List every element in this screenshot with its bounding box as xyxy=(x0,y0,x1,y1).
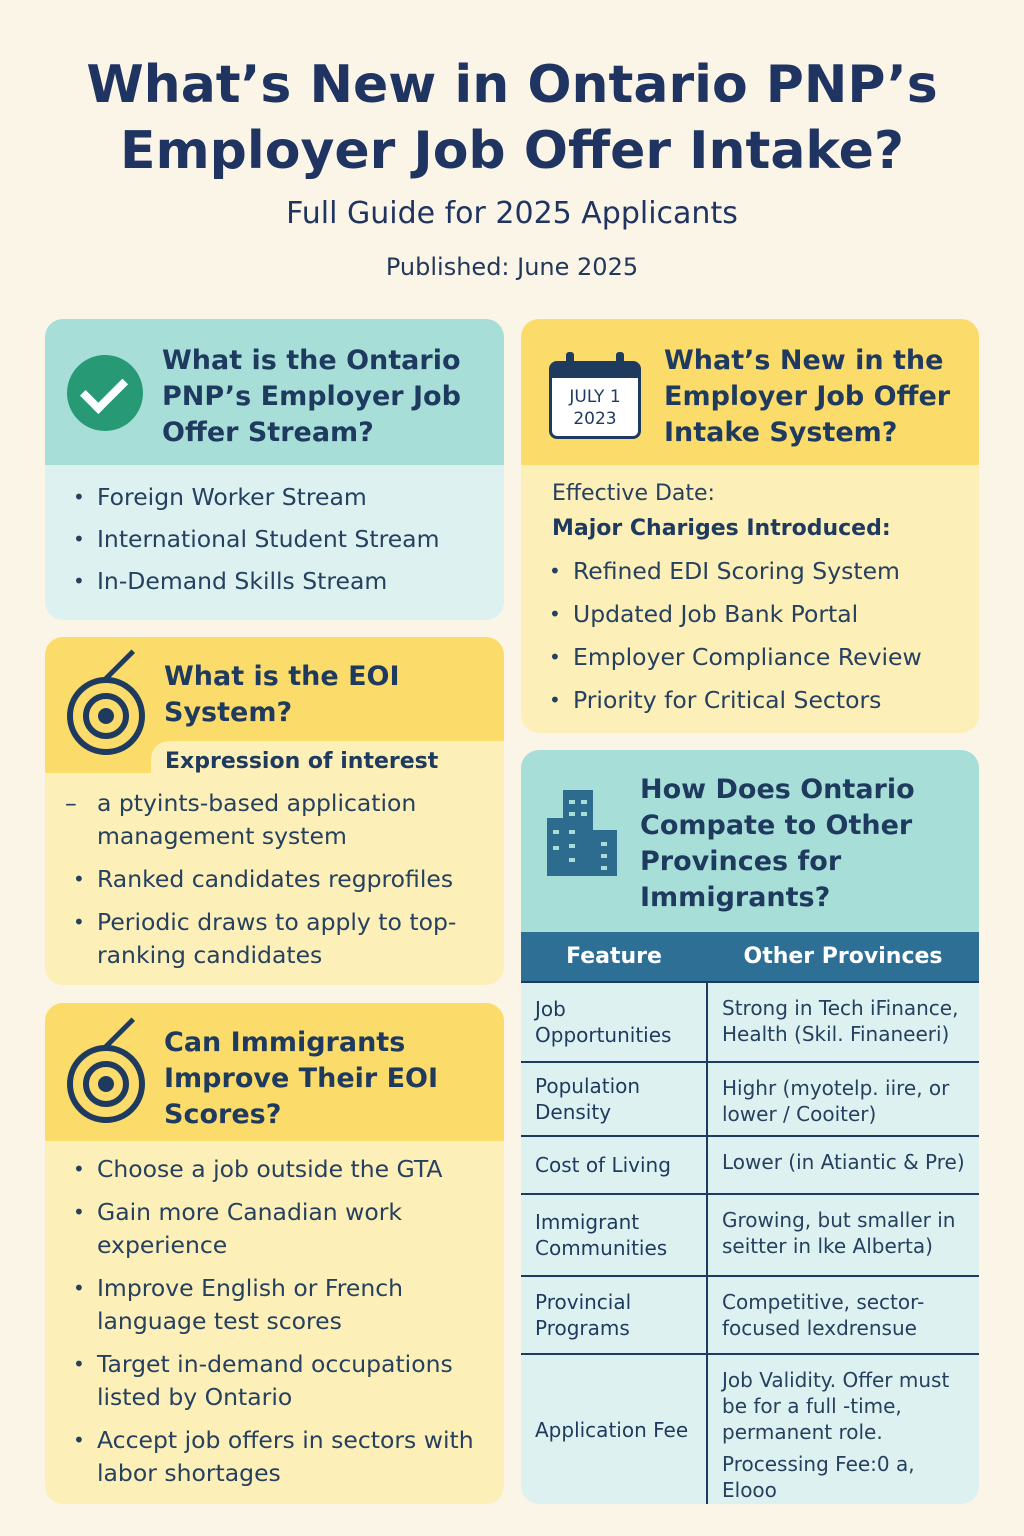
feature-cell: Provincial Programs xyxy=(521,1276,707,1354)
page-header xyxy=(0,52,1024,281)
list-item: • Updated Job Bank Portal xyxy=(521,598,979,631)
title-line-1: What’s New in Ontario PNP’s xyxy=(86,55,938,115)
table-row xyxy=(521,982,979,1062)
improve-list xyxy=(45,1141,504,1490)
feature-cell: Application Fee xyxy=(521,1354,707,1504)
other-cell: Lower (in Atiantic & Pre) xyxy=(707,1136,979,1194)
definition-text: a ptyints-based application management system xyxy=(97,789,417,850)
list-item: • Periodic draws to apply to top-ranking candidates xyxy=(45,906,504,972)
arrow-icon xyxy=(103,649,135,681)
other-cell-text: Job Validity. Offer must be for a full -time, permanent role. xyxy=(722,1368,950,1444)
list-item: • Foreign Worker Stream xyxy=(45,481,504,514)
list-item: • Employer Compliance Review xyxy=(521,641,979,674)
other-cell: Highr (myotelp. iire, or lower / Cooiter) xyxy=(707,1062,979,1136)
list-item: • Choose a job outside the GTA xyxy=(45,1153,504,1186)
changes-list xyxy=(521,555,979,727)
whats-new-card-title: What’s New in the Employer Job Offer Intake System? xyxy=(664,345,951,448)
eoi-card-title: What is the EOI System? xyxy=(164,661,400,728)
table-row xyxy=(521,1062,979,1136)
list-item: • Ranked candidates regprofiles xyxy=(45,863,504,896)
calendar-year: 2023 xyxy=(573,409,617,429)
title-line-2: Employer Job Offer Intake? xyxy=(119,121,905,181)
comparison-table xyxy=(521,932,979,1504)
stream-card xyxy=(45,319,504,620)
table-row xyxy=(521,1354,979,1504)
table-header-row xyxy=(521,932,979,982)
feature-cell: Immigrant Communities xyxy=(521,1194,707,1276)
list-item: • Accept job offers in sectors with labor shortages xyxy=(45,1424,504,1490)
major-changes-label: Major Chariges Introduced: xyxy=(552,516,891,541)
effective-date-label: Effective Date: xyxy=(552,481,715,506)
calendar-icon xyxy=(549,361,641,439)
column-header-feature: Feature xyxy=(521,932,707,982)
page-subtitle: Full Guide for 2025 Applicants xyxy=(286,196,738,231)
arrow-icon xyxy=(103,1017,135,1049)
other-cell-extra: Processing Fee:0 a, Elooo xyxy=(722,1452,915,1502)
feature-cell: Cost of Living xyxy=(521,1136,707,1194)
checkmark-icon xyxy=(67,355,143,431)
eoi-subheading: Expression of interest xyxy=(165,749,439,774)
list-item: • Improve English or French language test scores xyxy=(45,1272,504,1338)
compare-card-header xyxy=(521,750,979,932)
calendar-month-day: JULY 1 xyxy=(569,387,621,407)
other-cell: Strong in Tech iFinance, Health (Skil. Finaneeri) xyxy=(707,982,979,1062)
table-row xyxy=(521,1194,979,1276)
list-item: • In-Demand Skills Stream xyxy=(45,565,504,598)
whats-new-card-header xyxy=(521,319,979,465)
column-header-other: Other Provinces xyxy=(707,932,979,982)
table-row xyxy=(521,1136,979,1194)
feature-cell: Population Density xyxy=(521,1062,707,1136)
page-title xyxy=(0,52,1024,184)
list-item: • Refined EDI Scoring System xyxy=(521,555,979,588)
compare-card-title: How Does Ontario Compate to Other Provinces for Immigrants? xyxy=(640,774,915,913)
eoi-definition xyxy=(65,787,485,853)
list-item: • International Student Stream xyxy=(45,523,504,556)
list-item: • Gain more Canadian work experience xyxy=(45,1196,504,1262)
target-icon xyxy=(67,677,145,755)
improve-card xyxy=(45,1003,504,1504)
published-date: Published: June 2025 xyxy=(385,253,639,281)
stream-card-title: What is the Ontario PNP’s Employer Job Offer Stream? xyxy=(162,345,461,448)
eoi-list xyxy=(45,863,504,982)
list-item: • Target in-demand occupations listed by Ontario xyxy=(45,1348,504,1414)
whats-new-card xyxy=(521,319,979,733)
feature-cell: Job Opportunities xyxy=(521,982,707,1062)
stream-card-header xyxy=(45,319,504,465)
other-cell: Growing, but smaller in seitter in lke Alberta) xyxy=(707,1194,979,1276)
compare-card xyxy=(521,750,979,1504)
definition-dash: – xyxy=(65,789,77,817)
eoi-card xyxy=(45,637,504,985)
table-row xyxy=(521,1276,979,1354)
building-icon xyxy=(547,790,617,876)
improve-card-title: Can Immigrants Improve Their EOI Scores? xyxy=(164,1027,439,1130)
other-cell: Competitive, sector-focused lexdrensue xyxy=(707,1276,979,1354)
list-item: • Priority for Critical Sectors xyxy=(521,684,979,717)
other-cell xyxy=(707,1354,979,1504)
target-icon xyxy=(67,1045,145,1123)
improve-card-header xyxy=(45,1003,504,1141)
stream-list xyxy=(45,465,504,598)
